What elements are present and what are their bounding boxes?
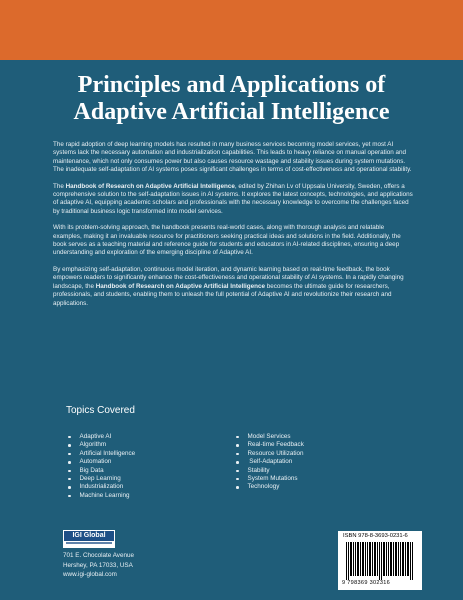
paragraph-4-suffix: becomes the ultimate guide for researchers, professionals, and students, enabling them to unleash the full potential of Adaptive AI and revolutionize their research and applications.	[53, 282, 392, 307]
topic-label: Machine Learning	[79, 491, 130, 499]
topic-item	[68, 467, 135, 475]
topic-item	[236, 441, 304, 449]
barcode-number: 9 798369 302316	[342, 580, 391, 586]
bullet-icon	[68, 478, 71, 481]
bullet-icon	[68, 495, 71, 498]
publisher-logo-tagline	[66, 542, 112, 544]
topic-label: Artificial Intelligence	[79, 449, 136, 457]
handbook-title-bold: Handbook of Research on Adaptive Artificial Intelligence	[95, 282, 265, 290]
topic-item	[68, 492, 135, 500]
isbn-barcode	[338, 531, 422, 590]
topic-label: System Mutations	[247, 475, 298, 483]
description-paragraph-3: With its problem-solving approach, the handbook presents real-world cases, along with thorough analysis and relatable examples, making it an invaluable resource for practitioners seeking practical ideas and solutions in the field. Additionally, the book serves as a teaching material and reference guide for students and educators in AI-related disciplines, ensuring a deep understanding and exploration of the emerging discipline of Adaptive AI.	[53, 224, 401, 257]
book-title	[0, 72, 463, 126]
description-paragraph-4	[53, 266, 413, 308]
handbook-title-bold: Handbook of Research on Adaptive Artificial Intelligence	[65, 182, 235, 190]
topic-item	[68, 475, 135, 483]
publisher-website: www.igi-global.com	[63, 571, 117, 578]
description-paragraph-2	[53, 183, 413, 217]
topic-item	[236, 467, 304, 475]
bullet-icon	[68, 444, 71, 447]
bullet-icon	[236, 453, 239, 456]
bullet-icon	[68, 453, 71, 456]
topic-item	[68, 441, 135, 449]
publisher-address	[63, 551, 134, 580]
publisher-logo	[63, 530, 115, 548]
paragraph-4-text: By emphasizing self-adaptation, continuous model iteration, and dynamic learning based on real-time feedback, the book empowers readers to significantly enhance the cost-effectiveness and operational stability of AI systems. In a rapidly changing landscape, the	[53, 265, 404, 290]
bullet-icon	[68, 470, 71, 473]
topic-item	[236, 483, 304, 491]
bullet-icon	[236, 478, 239, 481]
bullet-icon	[236, 436, 239, 439]
topic-item	[68, 483, 135, 491]
address-street: 701 E. Chocolate Avenue	[63, 552, 134, 559]
topics-list-right	[236, 433, 304, 492]
topics-heading: Topics Covered	[66, 405, 135, 416]
top-accent-band	[0, 0, 463, 60]
barcode-bars	[346, 542, 414, 580]
topic-label: Resource Utilization	[247, 449, 304, 457]
bullet-icon	[68, 461, 71, 464]
topic-item	[68, 450, 135, 458]
topic-label: Industrialization	[79, 483, 124, 491]
topic-item	[236, 450, 304, 458]
topic-label: Real-time Feedback	[247, 441, 304, 449]
topic-label: Automation	[79, 458, 112, 466]
bullet-icon	[68, 486, 71, 489]
topic-item	[68, 433, 135, 441]
topic-label: Algorithm	[79, 441, 107, 449]
topic-item	[68, 458, 135, 466]
isbn-label: ISBN 978-8-3693-0231-6	[343, 533, 408, 539]
topic-item	[236, 433, 304, 441]
topic-item	[236, 458, 304, 466]
title-line-2: Adaptive Artificial Intelligence	[73, 99, 390, 125]
paragraph-2-text: , edited by Zhihan Lv of Uppsala University, Sweden, offers a comprehensive solution to the self-adaptation issues in AI systems. It explores the latest concepts, technologies, and applications of adaptive AI, equipping academic scholars and professionals with the necessary knowledge to overcome the challenges faced by traditional business logic transformed into model services.	[53, 182, 413, 215]
bullet-icon	[236, 470, 239, 473]
topic-label: Self-Adaptation	[247, 458, 293, 466]
topics-list-left	[68, 433, 135, 500]
topic-label: Deep Learning	[79, 475, 121, 483]
topic-label: Technology	[247, 483, 280, 491]
topic-label: Big Data	[79, 466, 104, 474]
description-paragraph-1: The rapid adoption of deep learning models has resulted in many business services becoming model services, yet most AI systems lack the necessary automation and industrialization capabilities. This leads to heavy reliance on manual operation and maintenance, which not only consumes power but also causes resource wastage and stability issues during system mutations. The inadequate self-adaptation of AI systems poses significant challenges in terms of cost-effectiveness and operational stability.	[53, 141, 412, 174]
bullet-icon	[236, 444, 239, 447]
publisher-logo-text: IGI Global	[64, 531, 114, 541]
title-line-1: Principles and Applications of	[77, 72, 386, 98]
bullet-icon	[236, 486, 239, 489]
topic-label: Stability	[247, 466, 270, 474]
topic-item	[236, 475, 304, 483]
bullet-icon	[68, 436, 71, 439]
topic-label: Model Services	[247, 433, 291, 440]
paragraph-2-prefix: The	[53, 182, 66, 190]
bullet-icon	[236, 461, 239, 464]
topic-label: Adaptive AI	[79, 433, 112, 440]
address-city: Hershey, PA 17033, USA	[63, 561, 133, 569]
book-description	[53, 141, 413, 316]
